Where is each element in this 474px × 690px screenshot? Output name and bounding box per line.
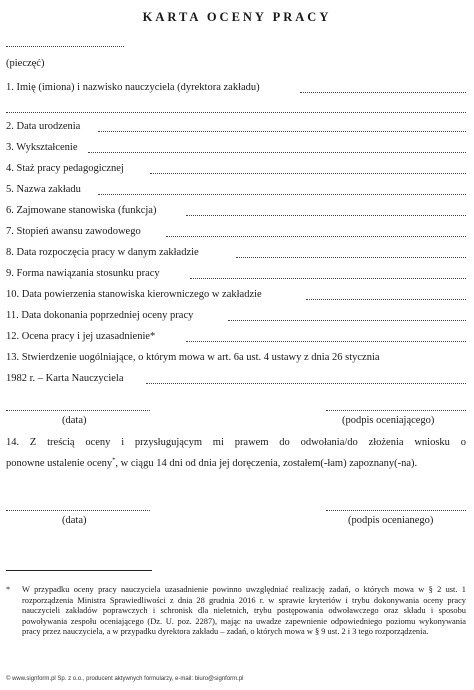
form-title: KARTA OCENY PRACY — [142, 10, 332, 24]
evaluated-signature-line[interactable] — [326, 510, 466, 511]
footnote-text: W przypadku oceny pracy nauczyciela uzasadnienie powinno uwzględniać realizację zadań, o których mowa w § 2 ust. 1 rozporządzenia Ministra Sprawiedliwości z dnia 28 grudnia 2016 r. w sprawie kryteriów i trybu dokonywania oceny pracy nauczycieli zakładów poprawczych i schronisk dla nieletnich, trybu postępowania odwoławczego oraz składu i sposobu powoływania zespołu oceniającego (Dz. U. poz. 2287), mając na uwadze zapewnienie odpowiedniego poziomu wykonywania pracy przez nauczyciela, a w przypadku dyrektora zakładu – zadań, o których mowa w § 9 ust. 2 i 3 tego rozporządzenia. — [22, 585, 466, 636]
item-8-label: 8. Data rozpoczęcia pracy w danym zakładzie — [6, 247, 199, 258]
item-11-label: 11. Data dokonania poprzedniej oceny pracy — [6, 310, 194, 321]
date-label-1: (data) — [62, 415, 87, 426]
item-13-field[interactable] — [146, 383, 466, 384]
item-10-field[interactable] — [306, 299, 466, 300]
date-line-1[interactable] — [6, 410, 150, 411]
item-7-label: 7. Stopień awansu zawodowego — [6, 226, 141, 237]
item-9-label: 9. Forma nawiązania stosunku pracy — [6, 268, 160, 279]
item-12-label: 12. Ocena pracy i jej uzasadnienie* — [6, 331, 156, 342]
item-3-label: 3. Wykształcenie — [6, 142, 78, 153]
item-3-field[interactable] — [88, 152, 466, 153]
item-8-field[interactable] — [236, 257, 466, 258]
date-label-2: (data) — [62, 515, 87, 526]
item-9-field[interactable] — [190, 278, 466, 279]
evaluator-signature-label: (podpis oceniającego) — [342, 415, 435, 426]
item-1-label: 1. Imię (imiona) i nazwisko nauczyciela (dyrektora zakładu) — [6, 82, 260, 93]
item-13-line-1: 13. Stwierdzenie uogólniające, o którym mowa w art. 6a ust. 4 ustawy z dnia 26 stycznia — [6, 352, 380, 363]
item-6-field[interactable] — [186, 215, 466, 216]
item-14-line-1: 14. Z treścią oceny i przysługującym mi prawem do odwołania/do złożenia wniosku o — [6, 437, 466, 448]
item-4-field[interactable] — [150, 173, 466, 174]
footnote-marker: * — [6, 585, 11, 594]
date-line-2[interactable] — [6, 510, 150, 511]
stamp-label: (pieczęć) — [6, 58, 45, 69]
item-7-field[interactable] — [166, 236, 466, 237]
item-1-field-continued[interactable] — [6, 112, 466, 113]
item-6-label: 6. Zajmowane stanowiska (funkcja) — [6, 205, 157, 216]
item-2-field[interactable] — [98, 131, 466, 132]
evaluated-signature-label: (podpis ocenianego) — [348, 515, 434, 526]
item-2-label: 2. Data urodzenia — [6, 121, 81, 132]
item-1-field[interactable] — [300, 92, 466, 93]
stamp-line — [6, 46, 124, 47]
item-14-line-2: ponowne ustalenie oceny*, w ciągu 14 dni od dnia jej doręczenia, zostałem(-łam) zapoznany(-na). — [6, 456, 418, 469]
evaluator-signature-line[interactable] — [326, 410, 466, 411]
item-10-label: 10. Data powierzenia stanowiska kierowniczego w zakładzie — [6, 289, 262, 300]
item-11-field[interactable] — [228, 320, 466, 321]
item-5-label: 5. Nazwa zakładu — [6, 184, 81, 195]
footnote-separator — [6, 570, 152, 571]
item-12-field[interactable] — [186, 341, 466, 342]
item-13-line-2: 1982 r. – Karta Nauczyciela — [6, 373, 124, 384]
item-5-field[interactable] — [98, 194, 466, 195]
publisher-credit: © www.signform.pl Sp. z o.o., producent aktywnych formularzy, e-mail: biuro@signform.pl — [6, 676, 244, 682]
item-4-label: 4. Staż pracy pedagogicznej — [6, 163, 124, 174]
